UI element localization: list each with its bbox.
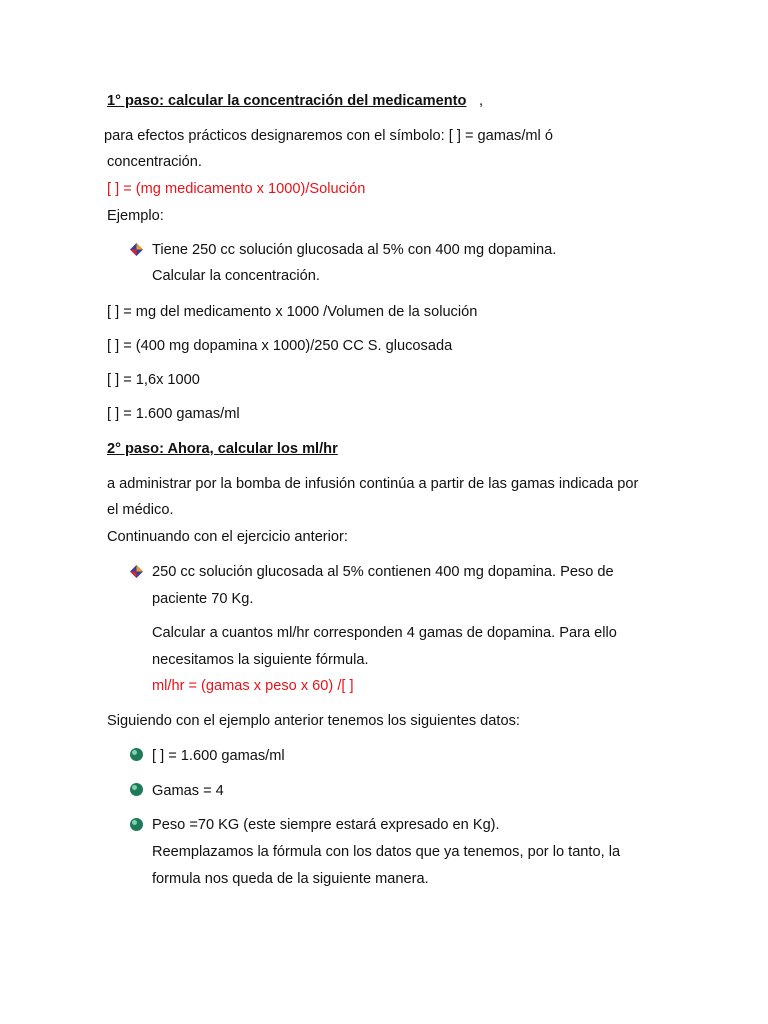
diamond-bullet-icon [129,242,144,257]
step1-bullet-line2: Calcular la concentración. [152,268,320,284]
example-label: Ejemplo: [107,208,164,224]
globe-bullet-icon [129,747,144,762]
step2-heading: 2° paso: Ahora, calcular los ml/hr [107,441,338,457]
replace-line1: Reemplazamos la fórmula con los datos que ya tenemos, por lo tanto, la [152,844,621,860]
calc-line-3: [ ] = 1,6x 1000 [107,372,200,388]
step2-formula: ml/hr = (gamas x peso x 60) /[ ] [152,678,354,694]
step1-bullet-line1: Tiene 250 cc solución glucosada al 5% con 400 mg dopamina. [152,242,557,258]
data-item: Peso =70 KG (este siempre estará expresado en Kg). [152,817,500,833]
globe-bullet-icon [129,817,144,832]
step1-heading: 1° paso: calcular la concentración del medicamento [107,93,467,109]
data-item: [ ] = 1.600 gamas/ml [152,748,285,764]
calc-line-4: [ ] = 1.600 gamas/ml [107,406,240,422]
continuing-text: Continuando con el ejercicio anterior: [107,529,348,545]
step1-intro-line2: concentración. [107,154,202,170]
replace-line2: formula nos queda de la siguiente manera. [152,871,429,887]
step1-intro-line1: para efectos prácticos designaremos con el símbolo: [ ] = gamas/ml ó [104,128,553,144]
step2-calc-line2: necesitamos la siguiente fórmula. [152,652,369,668]
step1-formula: [ ] = (mg medicamento x 1000)/Solución [107,181,366,197]
step2-bullet-line2: paciente 70 Kg. [152,591,254,607]
diamond-bullet-icon [129,564,144,579]
calc-line-1: [ ] = mg del medicamento x 1000 /Volumen de la solución [107,304,478,320]
step2-bullet-line1: 250 cc solución glucosada al 5% contienen 400 mg dopamina. Peso de [152,564,614,580]
data-item: Gamas = 4 [152,783,224,799]
globe-bullet-icon [129,782,144,797]
step1-heading-trail: , [479,93,484,109]
step2-text-line2: el médico. [107,502,174,518]
step2-calc-line1: Calcular a cuantos ml/hr corresponden 4 gamas de dopamina. Para ello [152,625,617,641]
calc-line-2: [ ] = (400 mg dopamina x 1000)/250 CC S. glucosada [107,338,453,354]
following-text: Siguiendo con el ejemplo anterior tenemos los siguientes datos: [107,713,520,729]
step2-text-line1: a administrar por la bomba de infusión continúa a partir de las gamas indicada por [107,476,639,492]
